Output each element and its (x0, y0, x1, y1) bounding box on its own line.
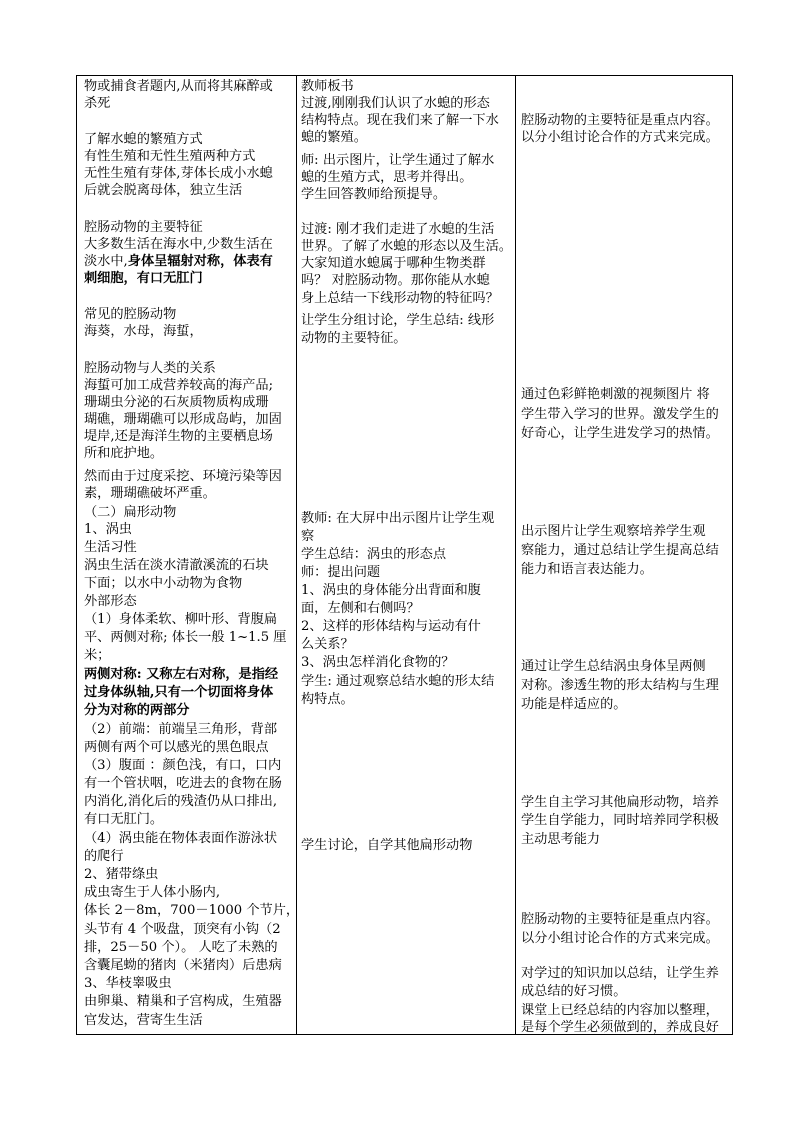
text-line: 有一个管状咽，吃进去的食物在肠 (84, 776, 282, 791)
text-line: 么关系？ (301, 637, 354, 652)
text-line: 瑚礁，珊瑚礁可以形成岛屿，加固 (84, 412, 282, 427)
text-line: 过渡,刚刚我们认识了水螅的形态 (301, 96, 490, 111)
text-line: 大家知道水螅属于哪种生物类群 (301, 256, 486, 271)
text-line: 身上总结一下线形动物的特征吗？ (301, 291, 499, 306)
text-line: 然而由于过度采挖、环境污染等因 (84, 469, 282, 484)
text-line: 学生自学能力，同时培养同学积极 (521, 813, 719, 828)
text-line: 学生自主学习其他扁形动物，培养 (521, 795, 719, 810)
section-heading: 了解水螅的繁殖方式 (84, 132, 203, 147)
text-line: 学生讨论，自学其他扁形动物 (301, 838, 473, 853)
content-column (77, 76, 300, 1034)
text-line: 官发达，营寄生生活 (84, 1013, 203, 1028)
text-line: 1、涡虫的身体能分出背面和腹 (301, 583, 481, 598)
text-line: 涡虫生活在淡水清澈溪流的石块 (84, 558, 269, 573)
text-line: 察 (301, 529, 315, 544)
text-line: 两侧有两个可以感光的黑色眼点 (84, 740, 269, 755)
text-line: （1）身体柔软、柳叶形、背腹扁 (84, 612, 278, 627)
intent-column (515, 76, 733, 1034)
text-line: 腔肠动物的主要特征是重点内容。 (521, 912, 719, 927)
text-line: 对学过的知识加以总结，让学生养 (521, 966, 719, 981)
text-line: 含囊尾蚴的猪肉（米猪肉）后患病 (84, 958, 282, 973)
section-heading: 腔肠动物的主要特征 (84, 220, 203, 235)
text-line: 面，左侧和右侧吗？ (301, 601, 420, 616)
text-line: 腔肠动物的主要特征是重点内容。 (521, 113, 719, 128)
text-line: 下面；以水中小动物为食物 (84, 576, 243, 591)
text-line: 素，珊瑚礁破坏严重。 (84, 486, 216, 501)
text-line: 构特点。 (301, 692, 354, 707)
text-line: 的爬行 (84, 849, 124, 864)
text-line: 1、涡虫 (84, 522, 132, 537)
text-line: 有性生殖和无性生殖两种方式 (84, 149, 256, 164)
text-line: 世界。了解了水螅的形态以及生活。 (301, 239, 512, 254)
key-point-text: 过身体纵轴,只有一个切面将身体 (84, 685, 274, 700)
text-line: 功能是样适应的。 (521, 697, 627, 712)
text-line: 无性生殖有芽体,芽体长成小水螅 (84, 166, 273, 181)
text-line: 物或捕食者题内,从而将其麻醉或 (84, 79, 273, 94)
text-line: 师：提出问题 (301, 565, 381, 580)
text-line: 学生带入学习的世界。激发学生的 (521, 407, 719, 422)
lesson-table (76, 75, 733, 1035)
text-line: 结构特点。现在我们来了解一下水 (301, 113, 499, 128)
section-heading: 腔肠动物与人类的关系 (84, 361, 216, 376)
text-line: （4）涡虫能在物体表面作游泳状 (84, 831, 278, 846)
text-segment: 淡水中, (84, 254, 128, 269)
text-line: 出示图片让学生观察培养学生观 (521, 524, 706, 539)
text-line: 3、涡虫怎样消化食物的？ (301, 655, 455, 670)
text-line: 海葵，水母，海蜇， (84, 324, 203, 339)
text-line: （3）腹面 ：颜色浅，有口，口内 (84, 758, 282, 773)
text-line: 由卵巢、精巢和子宫构成，生殖器 (84, 994, 282, 1009)
text-line: 2、猪带绦虫 (84, 867, 159, 882)
text-line: 学生: 通过观察总结水螅的形太结 (301, 674, 495, 689)
text-line: 教师板书 (301, 79, 354, 94)
text-line: 海蜇可加工成营养较高的海产品; (84, 378, 274, 393)
text-line: 堤岸,还是海洋生物的主要栖息场 (84, 429, 273, 444)
key-point-text: 两侧对称: 又称左右对称，是指经 (84, 667, 279, 682)
text-line: 教师: 在大屏中出示图片让学生观 (301, 511, 495, 526)
text-line: 2、这样的形体结构与运动有什 (301, 619, 481, 634)
text-line: 能力和语言表达能力。 (521, 562, 653, 577)
text-line: 好奇心，让学生进发学习的热情。 (521, 426, 719, 441)
key-point-text: 刺细胞，有口无肛门 (84, 271, 203, 286)
key-point-text: 分为对称的两部分 (84, 703, 190, 718)
text-line: 学生总结：涡虫的形态点 (301, 547, 447, 562)
text-line: 排，25－50 个）。 人吃了未熟的 (84, 940, 278, 955)
text-line: 动物的主要特征。 (301, 331, 407, 346)
text-line: 外部形态 (84, 594, 137, 609)
text-line: 米； (84, 648, 111, 663)
text-line: 是每个学生必须做到的，养成良好 (521, 1020, 719, 1035)
text-line: 内消化,消化后的残渣仍从口排出, (84, 794, 278, 809)
text-line: 以分小组讨论合作的方式来完成。 (521, 931, 719, 946)
text-line: 通过让学生总结涡虫身体呈两侧 (521, 659, 706, 674)
text-line: 体长 2－8m，700－1000 个节片， (84, 903, 300, 918)
text-line: 成总结的好习惯。 (521, 984, 627, 999)
text-line: 过渡: 刚才我们走进了水螅的生活 (301, 222, 495, 237)
text-line: 课堂上已经总结的内容加以整理， (521, 1003, 719, 1018)
text-line: 3、华枝睾吸虫 (84, 976, 172, 991)
text-line: 吗？ 对腔肠动物。那你能从水螅 (301, 273, 490, 288)
text-line: 主动思考能力 (521, 832, 601, 847)
text-line (84, 253, 296, 270)
text-line: 成虫寄生于人体小肠内, (84, 885, 221, 900)
text-line: 学生回答教师给预提导。 (301, 187, 447, 202)
text-line: 以分小组讨论合作的方式来完成。 (521, 130, 719, 145)
text-line: 杀死 (84, 96, 111, 111)
text-line: 螅的生殖方式，思考并得出。 (301, 170, 473, 185)
text-line: 通过色彩鲜艳刺激的视频图片 将 (521, 387, 710, 402)
text-line: 师: 出示图片，让学生通过了解水 (301, 153, 495, 168)
section-heading: 常见的腔肠动物 (84, 307, 177, 322)
text-line: 珊瑚虫分泌的石灰质物质构成珊 (84, 395, 269, 410)
text-line: 后就会脱离母体，独立生活 (84, 183, 243, 198)
key-point-text: 身体呈辐射对称，体表有 (127, 254, 273, 269)
text-line: 平、两侧对称; 体长一般 1~1.5 厘 (84, 630, 287, 645)
section-heading: （二）扁形动物 (84, 505, 177, 520)
text-line: 生活习性 (84, 540, 137, 555)
text-line: 螅的繁殖。 (301, 130, 367, 145)
text-line: 有口无肛门。 (84, 812, 164, 827)
text-line: 头节有 4 个吸盘，顶突有小钩（2 (84, 922, 281, 937)
text-line: 让学生分组讨论，学生总结: 线形 (301, 313, 495, 328)
text-line: 所和庇护地。 (84, 446, 164, 461)
text-line: 大多数生活在海水中,少数生活在 (84, 237, 273, 252)
text-line: （2）前端：前端呈三角形，背部 (84, 722, 278, 737)
activity-column (296, 76, 515, 1034)
text-line: 察能力，通过总结让学生提高总结 (521, 543, 719, 558)
text-line: 对称。渗透生物的形太结构与生理 (521, 678, 719, 693)
